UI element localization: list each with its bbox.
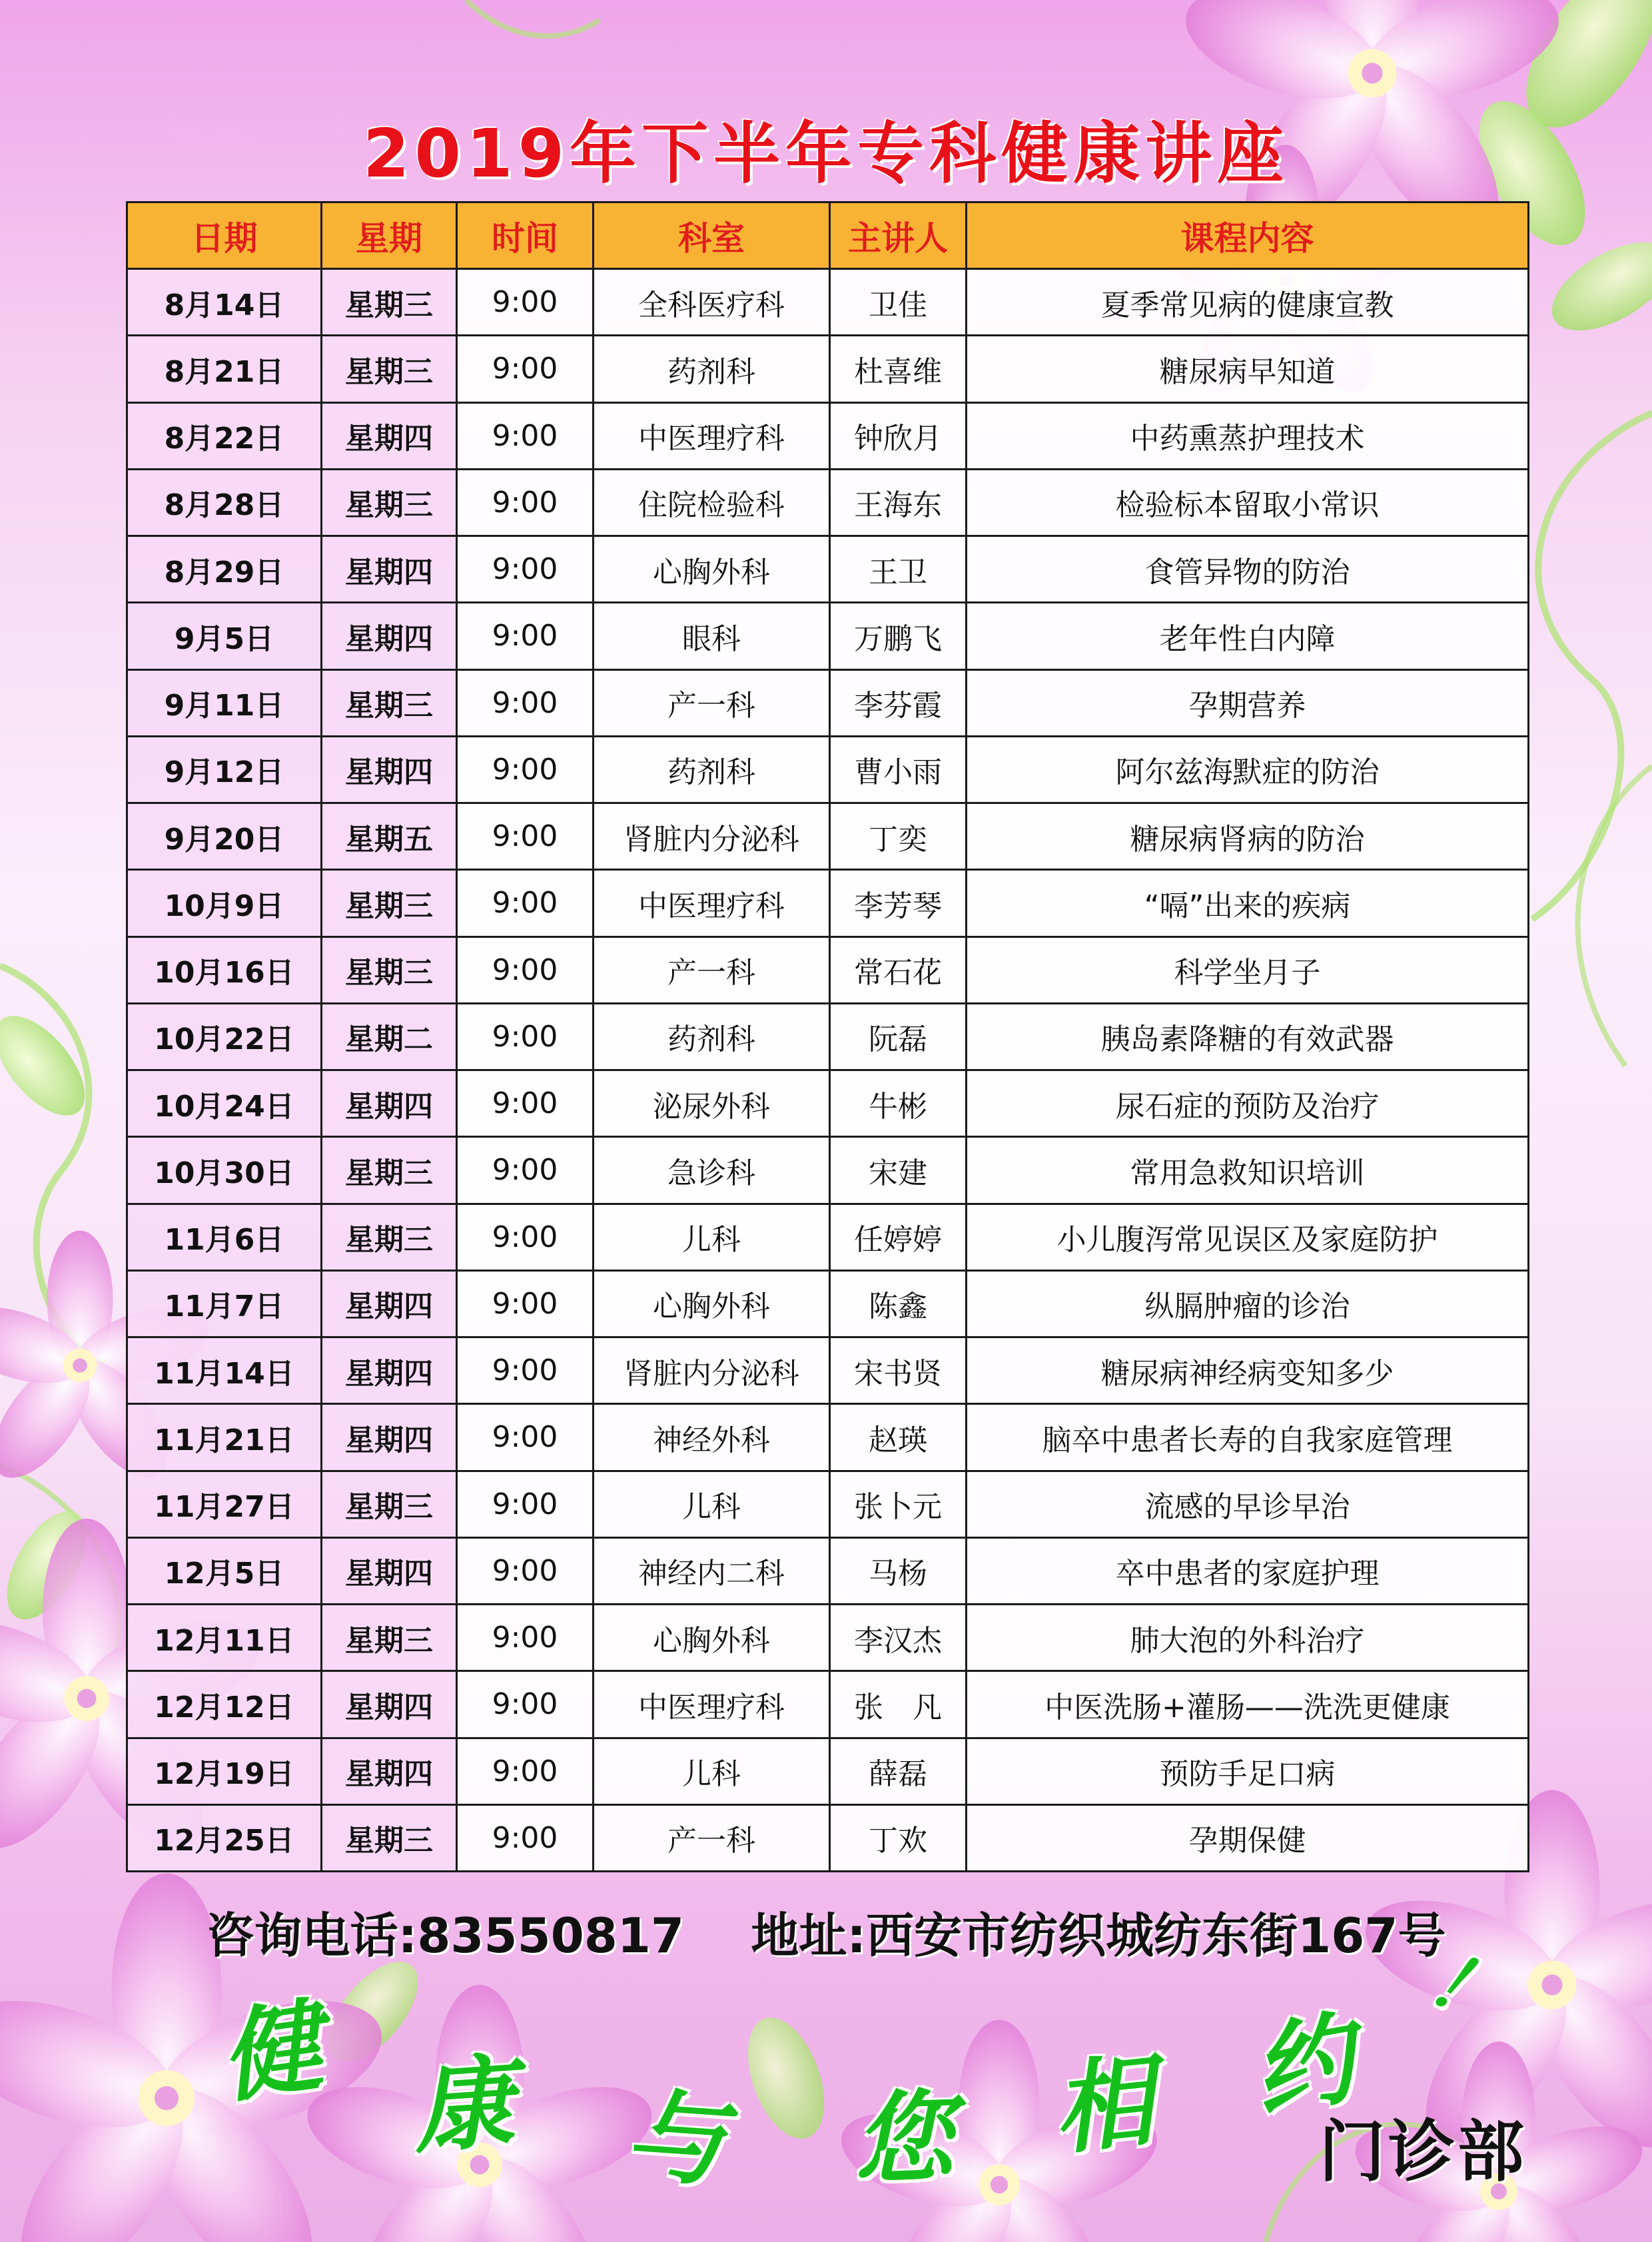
cell-speaker: 万鹏飞 [830, 603, 967, 669]
cell-department: 神经内二科 [594, 1537, 830, 1604]
cell-date: 10月30日 [127, 1137, 322, 1204]
cell-weekday: 星期四 [322, 1270, 457, 1337]
cell-weekday: 星期三 [322, 870, 457, 936]
cell-date: 9月11日 [127, 669, 322, 736]
cell-time: 9:00 [457, 736, 594, 803]
header-date: 日期 [127, 202, 322, 269]
cell-time: 9:00 [457, 1804, 594, 1871]
table-header-row [127, 202, 1529, 269]
cell-topic: 糖尿病肾病的防治 [967, 803, 1529, 870]
cell-department: 产一科 [594, 669, 830, 736]
cell-time: 9:00 [457, 803, 594, 870]
table-row [127, 1605, 1529, 1671]
table-row [127, 803, 1529, 870]
cell-weekday: 星期四 [322, 1738, 457, 1804]
cell-time: 9:00 [457, 1471, 594, 1537]
cell-time: 9:00 [457, 1137, 594, 1204]
slogan-char: 与 [621, 2077, 729, 2201]
cell-department: 药剂科 [594, 1003, 830, 1070]
cell-department: 药剂科 [594, 736, 830, 803]
cell-time: 9:00 [457, 669, 594, 736]
cell-department: 产一科 [594, 1804, 830, 1871]
slogan-char: 相 [1047, 2043, 1160, 2169]
cell-department: 心胸外科 [594, 1605, 830, 1671]
cell-date: 8月22日 [127, 402, 322, 469]
cell-speaker: 陈鑫 [830, 1270, 967, 1337]
table-row [127, 736, 1529, 803]
cell-topic: 科学坐月子 [967, 936, 1529, 1003]
cell-time: 9:00 [457, 469, 594, 536]
cell-weekday: 星期三 [322, 269, 457, 336]
cell-speaker: 丁奕 [830, 803, 967, 870]
cell-date: 10月22日 [127, 1003, 322, 1070]
slogan-char: 约 [1244, 2000, 1364, 2132]
slogan-char: 康 [410, 2044, 518, 2167]
cell-weekday: 星期四 [322, 1671, 457, 1738]
cell-speaker: 卫佳 [830, 269, 967, 336]
cell-weekday: 星期三 [322, 1204, 457, 1270]
cell-topic: 胰岛素降糖的有效武器 [967, 1003, 1529, 1070]
cell-speaker: 丁欢 [830, 1804, 967, 1871]
cell-time: 9:00 [457, 402, 594, 469]
header-weekday: 星期 [322, 202, 457, 269]
cell-weekday: 星期四 [322, 1337, 457, 1404]
cell-department: 肾脏内分泌科 [594, 803, 830, 870]
slogan-char: ！ [1415, 1935, 1518, 2044]
cell-topic: 卒中患者的家庭护理 [967, 1537, 1529, 1604]
table-row [127, 1137, 1529, 1204]
cell-weekday: 星期三 [322, 1605, 457, 1671]
table-row [127, 1804, 1529, 1871]
slogan-char: 健 [213, 1988, 329, 2117]
cell-weekday: 星期三 [322, 336, 457, 402]
cell-time: 9:00 [457, 536, 594, 603]
cell-speaker: 王卫 [830, 536, 967, 603]
cell-topic: 孕期营养 [967, 669, 1529, 736]
cell-department: 中医理疗科 [594, 402, 830, 469]
cell-speaker: 宋建 [830, 1137, 967, 1204]
cell-topic: 糖尿病神经病变知多少 [967, 1337, 1529, 1404]
cell-date: 8月29日 [127, 536, 322, 603]
table-row [127, 1471, 1529, 1537]
cell-department: 眼科 [594, 603, 830, 669]
cell-department: 中医理疗科 [594, 1671, 830, 1738]
table-row [127, 402, 1529, 469]
header-speaker: 主讲人 [830, 202, 967, 269]
cell-department: 儿科 [594, 1204, 830, 1270]
cell-time: 9:00 [457, 1605, 594, 1671]
cell-time: 9:00 [457, 1671, 594, 1738]
table-row [127, 1738, 1529, 1804]
cell-speaker: 钟欣月 [830, 402, 967, 469]
cell-date: 12月25日 [127, 1804, 322, 1871]
cell-time: 9:00 [457, 1270, 594, 1337]
cell-speaker: 王海东 [830, 469, 967, 536]
cell-date: 10月16日 [127, 936, 322, 1003]
table-row [127, 870, 1529, 936]
cell-speaker: 宋书贤 [830, 1337, 967, 1404]
cell-department: 肾脏内分泌科 [594, 1337, 830, 1404]
cell-topic: 纵膈肿瘤的诊治 [967, 1270, 1529, 1337]
cell-weekday: 星期二 [322, 1003, 457, 1070]
cell-time: 9:00 [457, 1337, 594, 1404]
cell-time: 9:00 [457, 1070, 594, 1137]
cell-department: 心胸外科 [594, 1270, 830, 1337]
cell-date: 11月14日 [127, 1337, 322, 1404]
cell-topic: 老年性白内障 [967, 603, 1529, 669]
cell-time: 9:00 [457, 1003, 594, 1070]
table-row [127, 936, 1529, 1003]
cell-time: 9:00 [457, 1404, 594, 1471]
cell-weekday: 星期四 [322, 1070, 457, 1137]
cell-speaker: 张卜元 [830, 1471, 967, 1537]
cell-date: 9月12日 [127, 736, 322, 803]
cell-date: 12月19日 [127, 1738, 322, 1804]
cell-department: 中医理疗科 [594, 870, 830, 936]
cell-topic: 肺大泡的外科治疗 [967, 1605, 1529, 1671]
cell-speaker: 赵瑛 [830, 1404, 967, 1471]
table-row [127, 536, 1529, 603]
cell-time: 9:00 [457, 1204, 594, 1270]
cell-weekday: 星期四 [322, 402, 457, 469]
lecture-schedule-table [126, 201, 1529, 1872]
header-department: 科室 [594, 202, 830, 269]
cell-department: 心胸外科 [594, 536, 830, 603]
cell-weekday: 星期四 [322, 1537, 457, 1604]
table-row [127, 1671, 1529, 1738]
cell-speaker: 李芳琴 [830, 870, 967, 936]
cell-weekday: 星期三 [322, 669, 457, 736]
cell-weekday: 星期五 [322, 803, 457, 870]
cell-date: 11月6日 [127, 1204, 322, 1270]
cell-date: 11月27日 [127, 1471, 322, 1537]
cell-time: 9:00 [457, 269, 594, 336]
cell-topic: 食管异物的防治 [967, 536, 1529, 603]
cell-time: 9:00 [457, 1738, 594, 1804]
slogan-char: 您 [851, 2079, 955, 2199]
cell-date: 10月9日 [127, 870, 322, 936]
cell-department: 神经外科 [594, 1404, 830, 1471]
contact-phone: 咨询电话:83550817 [206, 1908, 685, 1964]
cell-speaker: 李芬霞 [830, 669, 967, 736]
table-row [127, 603, 1529, 669]
cell-topic: 流感的早诊早治 [967, 1471, 1529, 1537]
cell-date: 8月28日 [127, 469, 322, 536]
cell-topic: “嗝”出来的疾病 [967, 870, 1529, 936]
cell-date: 12月12日 [127, 1671, 322, 1738]
cell-speaker: 张 凡 [830, 1671, 967, 1738]
cell-date: 10月24日 [127, 1070, 322, 1137]
cell-weekday: 星期三 [322, 936, 457, 1003]
cell-speaker: 杜喜维 [830, 336, 967, 402]
cell-time: 9:00 [457, 603, 594, 669]
cell-topic: 阿尔兹海默症的防治 [967, 736, 1529, 803]
cell-date: 8月14日 [127, 269, 322, 336]
cell-weekday: 星期三 [322, 1137, 457, 1204]
cell-speaker: 阮磊 [830, 1003, 967, 1070]
cell-weekday: 星期三 [322, 1471, 457, 1537]
cell-speaker: 牛彬 [830, 1070, 967, 1137]
table-row [127, 1537, 1529, 1604]
cell-department: 药剂科 [594, 336, 830, 402]
table-row [127, 469, 1529, 536]
table-row [127, 1070, 1529, 1137]
cell-weekday: 星期四 [322, 736, 457, 803]
cell-speaker: 常石花 [830, 936, 967, 1003]
cell-topic: 中药熏蒸护理技术 [967, 402, 1529, 469]
cell-topic: 小儿腹泻常见误区及家庭防护 [967, 1204, 1529, 1270]
cell-weekday: 星期三 [322, 469, 457, 536]
table-row [127, 669, 1529, 736]
cell-weekday: 星期四 [322, 1404, 457, 1471]
cell-speaker: 马杨 [830, 1537, 967, 1604]
table-row [127, 1404, 1529, 1471]
cell-time: 9:00 [457, 870, 594, 936]
cell-date: 11月21日 [127, 1404, 322, 1471]
cell-topic: 脑卒中患者长寿的自我家庭管理 [967, 1404, 1529, 1471]
contact-line [0, 1897, 1652, 1966]
cell-topic: 糖尿病早知道 [967, 336, 1529, 402]
cell-date: 11月7日 [127, 1270, 322, 1337]
cell-department: 全科医疗科 [594, 269, 830, 336]
cell-date: 12月5日 [127, 1537, 322, 1604]
cell-topic: 常用急救知识培训 [967, 1137, 1529, 1204]
cell-topic: 检验标本留取小常识 [967, 469, 1529, 536]
cell-topic: 尿石症的预防及治疗 [967, 1070, 1529, 1137]
header-topic: 课程内容 [967, 202, 1529, 269]
table-row [127, 269, 1529, 336]
cell-speaker: 曹小雨 [830, 736, 967, 803]
cell-department: 急诊科 [594, 1137, 830, 1204]
cell-weekday: 星期三 [322, 1804, 457, 1871]
page-title: 2019年下半年专科健康讲座 [362, 115, 1290, 192]
cell-speaker: 李汉杰 [830, 1605, 967, 1671]
table-body [127, 269, 1529, 1872]
cell-date: 9月5日 [127, 603, 322, 669]
cell-date: 9月20日 [127, 803, 322, 870]
contact-address: 地址:西安市纺织城纺东街167号 [751, 1908, 1446, 1964]
cell-date: 12月11日 [127, 1605, 322, 1671]
header-time: 时间 [457, 202, 594, 269]
cell-topic: 孕期保健 [967, 1804, 1529, 1871]
cell-department: 泌尿外科 [594, 1070, 830, 1137]
cell-speaker: 任婷婷 [830, 1204, 967, 1270]
cell-time: 9:00 [457, 336, 594, 402]
table-row [127, 1337, 1529, 1404]
cell-topic: 预防手足口病 [967, 1738, 1529, 1804]
cell-date: 8月21日 [127, 336, 322, 402]
table-row [127, 1270, 1529, 1337]
cell-department: 儿科 [594, 1738, 830, 1804]
cell-time: 9:00 [457, 1537, 594, 1604]
cell-weekday: 星期四 [322, 536, 457, 603]
cell-department: 产一科 [594, 936, 830, 1003]
cell-department: 住院检验科 [594, 469, 830, 536]
table-row [127, 1204, 1529, 1270]
cell-topic: 夏季常见病的健康宣教 [967, 269, 1529, 336]
cell-time: 9:00 [457, 936, 594, 1003]
cell-weekday: 星期四 [322, 603, 457, 669]
table-row [127, 336, 1529, 402]
table-row [127, 1003, 1529, 1070]
department-signature: 门诊部 [1319, 2113, 1527, 2191]
cell-department: 儿科 [594, 1471, 830, 1537]
cell-topic: 中医洗肠+灌肠——洗洗更健康 [967, 1671, 1529, 1738]
cell-speaker: 薛磊 [830, 1738, 967, 1804]
